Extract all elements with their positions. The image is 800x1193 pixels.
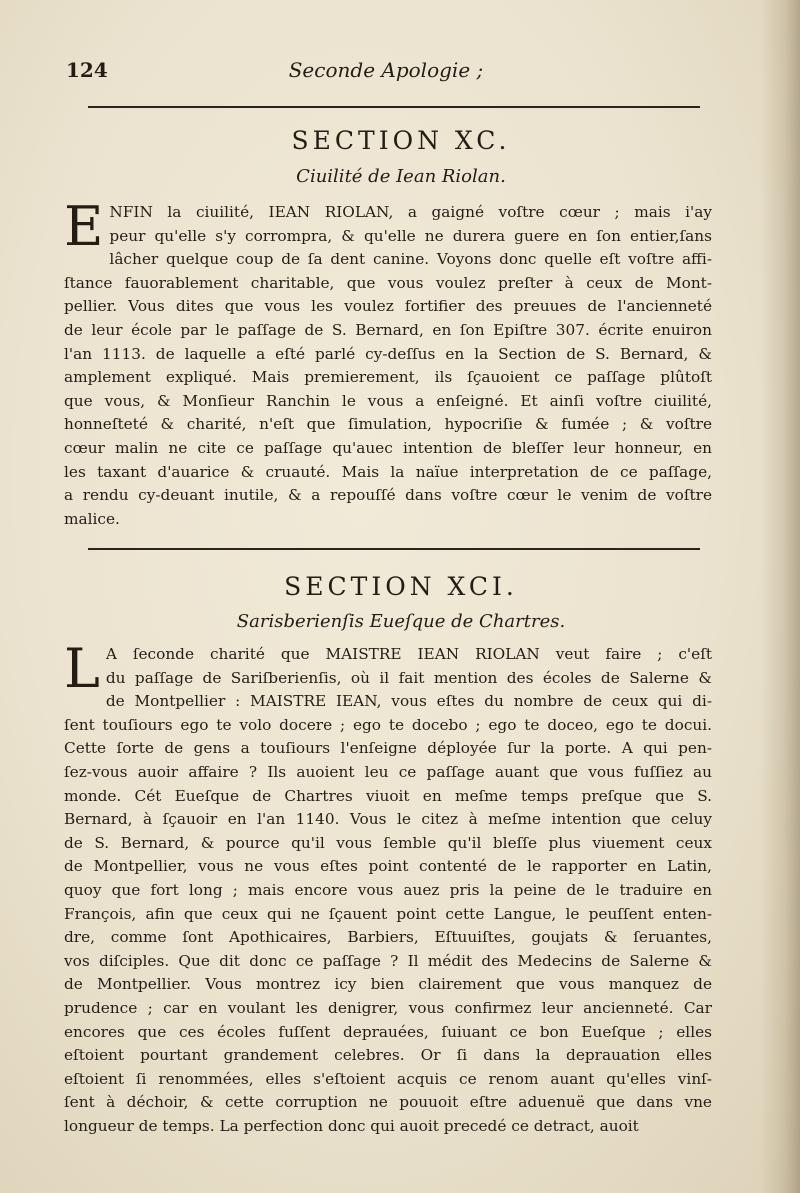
text-line: vos diſciples. Que dit donc ce paſſage ? Il médit des Medecins de Salerne & [64,951,712,970]
section-subheading: Ciuilité de Iean Riolan. [296,166,506,187]
text-line: encores que ces écoles fuſſent deprauées, ſuiuant ce bon Eueſque ; elles [64,1022,712,1041]
text-line: dre, comme ſont Apothicaires, Barbiers, Eſtuuiſtes, goujats & ſeruantes, [64,928,712,947]
running-head [66,58,706,88]
section-body [64,195,712,531]
text-line: ſtance fauorablement charitable, que vous voulez preſter à ceux de Mont- [64,273,712,292]
text-line: François, afin que ceux qui ne ſçauent point cette Langue, le peuſſent enten- [64,904,712,923]
text-line: de leur école par le paſſage de S. Bernard, en ſon Epiſtre 307. écrite enuiron [64,320,712,339]
text-line: les taxant d'auarice & cruauté. Mais la naïue interpretation de ce paſſage, [64,462,712,481]
text-line: amplement expliqué. Mais premierement, ils ſçauoient ce paſſage plûtoſt [64,368,712,387]
text-line: cœur malin ne cite ce paſſage qu'auec intention de bleſſer leur honneur, en [64,438,712,457]
text-line: pellier. Vous dites que vous les voulez fortifier des preuues de l'ancienneté [64,297,712,316]
body-lines [64,195,712,531]
text-line: Cette ſorte de gens a touſiours l'enſeigne déployée ſur la porte. A qui pen- [64,739,712,758]
drop-cap: E [64,195,104,258]
running-title: Seconde Apologie ; [288,58,484,82]
text-line: de Montpellier : MAISTRE IEAN, vous eſtes du nombre de ceux qui di- [105,692,712,711]
header-rule [88,106,700,108]
text-line: longueur de temps. La perfection donc qui auoit precedé ce detract, auoit [64,1116,639,1135]
page-edge-shadow [760,0,800,1193]
text-line: de Montpellier, vous ne vous eſtes point contenté de le rapporter en Latin, [64,857,712,876]
text-line: ſent touſiours ego te volo docere ; ego te docebo ; ego te doceo, ego te docui. [64,715,712,734]
text-line: que vous, & Monſieur Ranchin le vous a enſeigné. Et ainſi voſtre ciuilité, [64,391,712,410]
text-line: peur qu'elle s'y corrompra, & qu'elle ne durera guere en ſon entier,ſans [109,226,712,245]
section-heading: SECTION XC. [291,126,511,155]
text-line: ſent à déchoir, & cette corruption ne pouuoit eſtre aduenuë que dans vne [64,1093,712,1112]
text-line: a rendu cy-deuant inutile, & a repouſſé dans voſtre cœur le venim de voſtre [64,486,712,505]
section-heading: SECTION XCI. [284,572,518,601]
text-line: A ſeconde charité que MAISTRE IEAN RIOLAN veut faire ; c'eſt [105,645,712,663]
section-subheading: Sarisberienſis Eueſque de Chartres. [236,611,566,632]
text-line: eſtoient ſi renommées, elles s'eſtoient acquis ce renom auant qu'elles vinſ- [64,1069,712,1088]
text-line: quoy que fort long ; mais encore vous auez pris la peine de le traduire en [64,880,712,899]
text-line: monde. Cét Eueſque de Chartres viuoit en meſme temps preſque que S. [64,786,712,805]
text-line: de S. Bernard, & pource qu'il vous ſemble qu'il bleſſe plus viuement ceux [64,833,712,852]
text-line: du paſſage de Sariſberienſis, où il fait mention des écoles de Salerne & [105,668,712,687]
text-line: prudence ; car en voulant les denigrer, vous confirmez leur ancienneté. Car [64,998,712,1017]
text-line: l'an 1113. de laquelle a eſté parlé cy-deſſus en la Section de S. Bernard, & [64,344,712,363]
page-number: 124 [66,58,108,82]
text-line: Bernard, à ſçauoir en l'an 1140. Vous le citez à meſme intention que celuy [64,810,712,829]
body-lines [64,637,712,1138]
text-line: malice. [64,509,120,528]
section-body [64,637,712,1138]
text-line: de Montpellier. Vous montrez icy bien clairement que vous manquez de [64,975,712,994]
drop-cap: L [64,637,100,700]
text-line: eſtoient pourtant grandement celebres. Or ſi dans la deprauation elles [64,1046,712,1065]
text-line: lâcher quelque coup de ſa dent canine. Voyons donc quelle eſt voſtre affi- [109,250,712,269]
text-line: ſez-vous auoir affaire ? Ils auoient leu ce paſſage auant que vous fuſſiez au [64,762,712,781]
text-line: NFIN la ciuilité, IEAN RIOLAN, a gaigné voſtre cœur ; mais i'ay [109,203,712,221]
text-line: honneſteté & charité, n'eſt que ſimulation, hypocriſie & fumée ; & voſtre [64,415,712,434]
section-divider-rule [88,548,700,550]
